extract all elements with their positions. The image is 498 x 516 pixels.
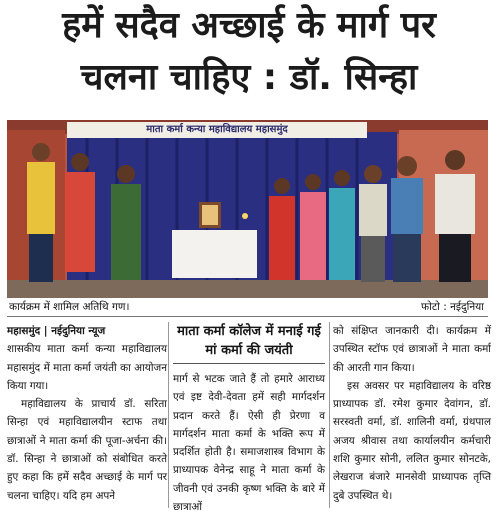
photo-banner-text: माता कर्मा कन्या महाविद्यालय महासमुंद	[146, 124, 288, 135]
subheadline: माता कर्मा कॉलेज में मनाई गई मां कर्मा की जयंती	[173, 322, 325, 364]
dateline: महासमुंद | नईदुनिया न्यूज	[7, 325, 106, 337]
column-divider	[168, 322, 169, 508]
article-column-3	[333, 322, 491, 505]
headline-line-2: चलना चाहिए : डॉ. सिन्हा	[80, 57, 418, 98]
column-divider	[329, 322, 330, 508]
photo-caption	[7, 298, 488, 317]
headline-line-1: हमें सदैव अच्छाई के मार्ग पर	[62, 5, 436, 46]
article-column-1	[7, 322, 167, 505]
paragraph: महाविद्यालय के प्राचार्य डॉ. सरिता सिन्हा एवं महाविद्यालयीन स्टाफ तथा छात्राओं ने माता कर्मा की पूजा-अर्चना की। डॉ. सिन्हा ने छात्राओं को संबोधित करते हुए कहा कि हमें सदैव अच्छाई के मार्ग पर चलना चाहिए। यदि हम अपने	[7, 398, 167, 502]
news-photo	[7, 120, 488, 298]
news-photo-graphic	[7, 120, 488, 298]
article-column-2	[173, 322, 325, 516]
paragraph: शासकीय माता कर्मा कन्या महाविद्यालय महासमुंद में माता कर्मा जयंती का आयोजन किया गया।	[7, 343, 167, 392]
paragraph: इस अवसर पर महाविद्यालय के वरिष्ठ प्राध्यापक डॉ. रमेश कुमार देवांगन, डॉ. सरस्वती वर्मा, डॉ. शालिनी वर्मा, ग्रंथपाल अजय श्रीवास तथा कार्यालयीन कर्मचारी शशि कुमार सोनी, ललित कुमार सोनटके, लेखराज बंजारे मानसेवी प्राध्यापक तृप्ति दुबे उपस्थित थे।	[333, 379, 491, 502]
paragraph: को संक्षिप्त जानकारी दी। कार्यक्रम में उपस्थित स्टॉफ एवं छात्राओं ने माता कर्मा की आरती गान किया।	[333, 325, 491, 374]
paragraph: मार्ग से भटक जाते हैं तो हमारे आराध्य एवं इष्ट देवी-देवता हमें सही मार्गदर्शन प्रदान करते हैं। ऐसी ही प्रेरणा व मार्गदर्शन माता कर्मा के भक्ति रूप में प्रदर्शित होती है। समाजशास्त्र विभाग के प्राध्यापक वेनेन्द्र साहू ने माता कर्मा के जीवनी एवं उनकी कृष्ण भक्ति के बारे में छात्राओं	[173, 373, 325, 514]
headline	[0, 0, 498, 114]
photo-credit: फोटो : नईदुनिया	[421, 301, 484, 313]
caption-left: कार्यक्रम में शामिल अतिथि गण।	[9, 301, 130, 313]
